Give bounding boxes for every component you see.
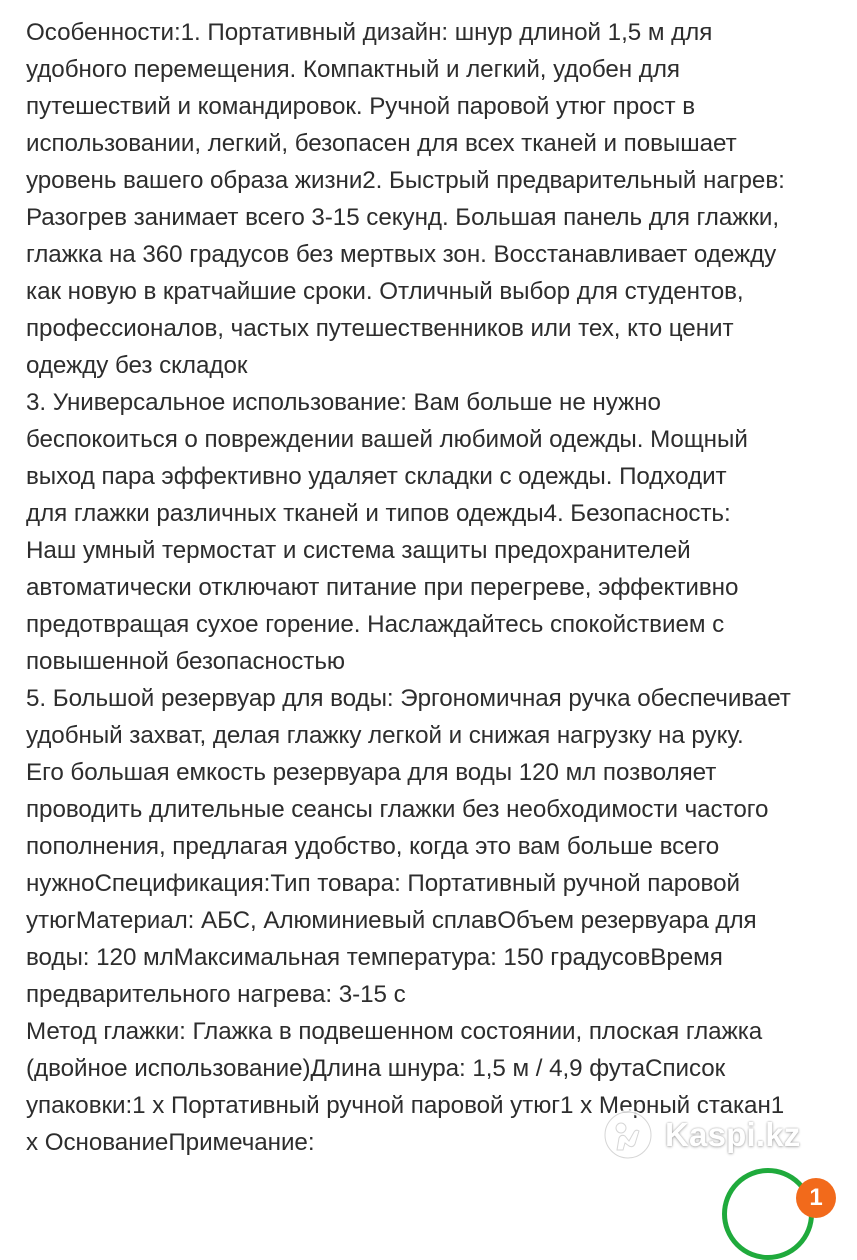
- description-line: повышенной безопасностью: [26, 648, 345, 675]
- description-line: предотвращая сухое горение. Наслаждайтесь спокойствием с: [26, 611, 725, 638]
- description-line: Разогрев занимает всего 3-15 секунд. Большая панель для глажки,: [26, 204, 780, 231]
- description-line: удобный захват, делая глажку легкой и снижая нагрузку на руку.: [26, 722, 744, 749]
- watermark-text: Kaspi.kz: [665, 1116, 801, 1153]
- description-line: упаковки:1 х Портативный ручной паровой утюг1 х Мерный стакан1: [26, 1092, 785, 1119]
- description-line: использовании, легкий, безопасен для всех тканей и повышает: [26, 130, 737, 157]
- description-line: беспокоиться о повреждении вашей любимой одежды. Мощный: [26, 426, 748, 453]
- description-line: 3. Универсальное использование: Вам больше не нужно: [26, 389, 661, 416]
- description-line: автоматически отключают питание при перегреве, эффективно: [26, 574, 739, 601]
- description-line: Метод глажки: Глажка в подвешенном состоянии, плоская глажка: [26, 1018, 763, 1045]
- description-line: выход пара эффективно удаляет складки с одежды. Подходит: [26, 463, 727, 490]
- cart-fab-button[interactable]: [722, 1168, 814, 1260]
- description-line: профессионалов, частых путешественников или тех, кто ценит: [26, 315, 734, 342]
- description-line: воды: 120 млМаксимальная температура: 150 градусовВремя: [26, 944, 723, 971]
- description-line: (двойное использование)Длина шнура: 1,5 м / 4,9 футаСписок: [26, 1055, 726, 1082]
- description-line: для глажки различных тканей и типов одежды4. Безопасность:: [26, 500, 731, 527]
- description-line: одежду без складок: [26, 352, 248, 379]
- kaspi-logo-icon: [603, 1110, 653, 1160]
- cart-count-badge: 1: [796, 1178, 836, 1218]
- description-line: пополнения, предлагая удобство, когда это вам больше всего: [26, 833, 720, 860]
- description-line: как новую в кратчайшие сроки. Отличный выбор для студентов,: [26, 278, 744, 305]
- description-line: 5. Большой резервуар для воды: Эргономичная ручка обеспечивает: [26, 685, 791, 712]
- description-line: Наш умный термостат и система защиты предохранителей: [26, 537, 691, 564]
- description-line: проводить длительные сеансы глажки без необходимости частого: [26, 796, 769, 823]
- description-line: Особенности:1. Портативный дизайн: шнур длиной 1,5 м для: [26, 19, 713, 46]
- description-line: предварительного нагрева: 3-15 с: [26, 981, 406, 1008]
- product-description: [26, 14, 836, 1161]
- description-line: удобного перемещения. Компактный и легкий, удобен для: [26, 56, 680, 83]
- description-line: х ОснованиеПримечание:: [26, 1129, 315, 1156]
- kaspi-watermark: [603, 1109, 801, 1161]
- description-line: путешествий и командировок. Ручной паровой утюг прост в: [26, 93, 696, 120]
- description-line: утюгМатериал: АБС, Алюминиевый сплавОбъем резервуара для: [26, 907, 757, 934]
- description-line: Его большая емкость резервуара для воды 120 мл позволяет: [26, 759, 717, 786]
- description-line: уровень вашего образа жизни2. Быстрый предварительный нагрев:: [26, 167, 785, 194]
- description-line: глажка на 360 градусов без мертвых зон. Восстанавливает одежду: [26, 241, 777, 268]
- description-line: нужноСпецификация:Тип товара: Портативный ручной паровой: [26, 870, 740, 897]
